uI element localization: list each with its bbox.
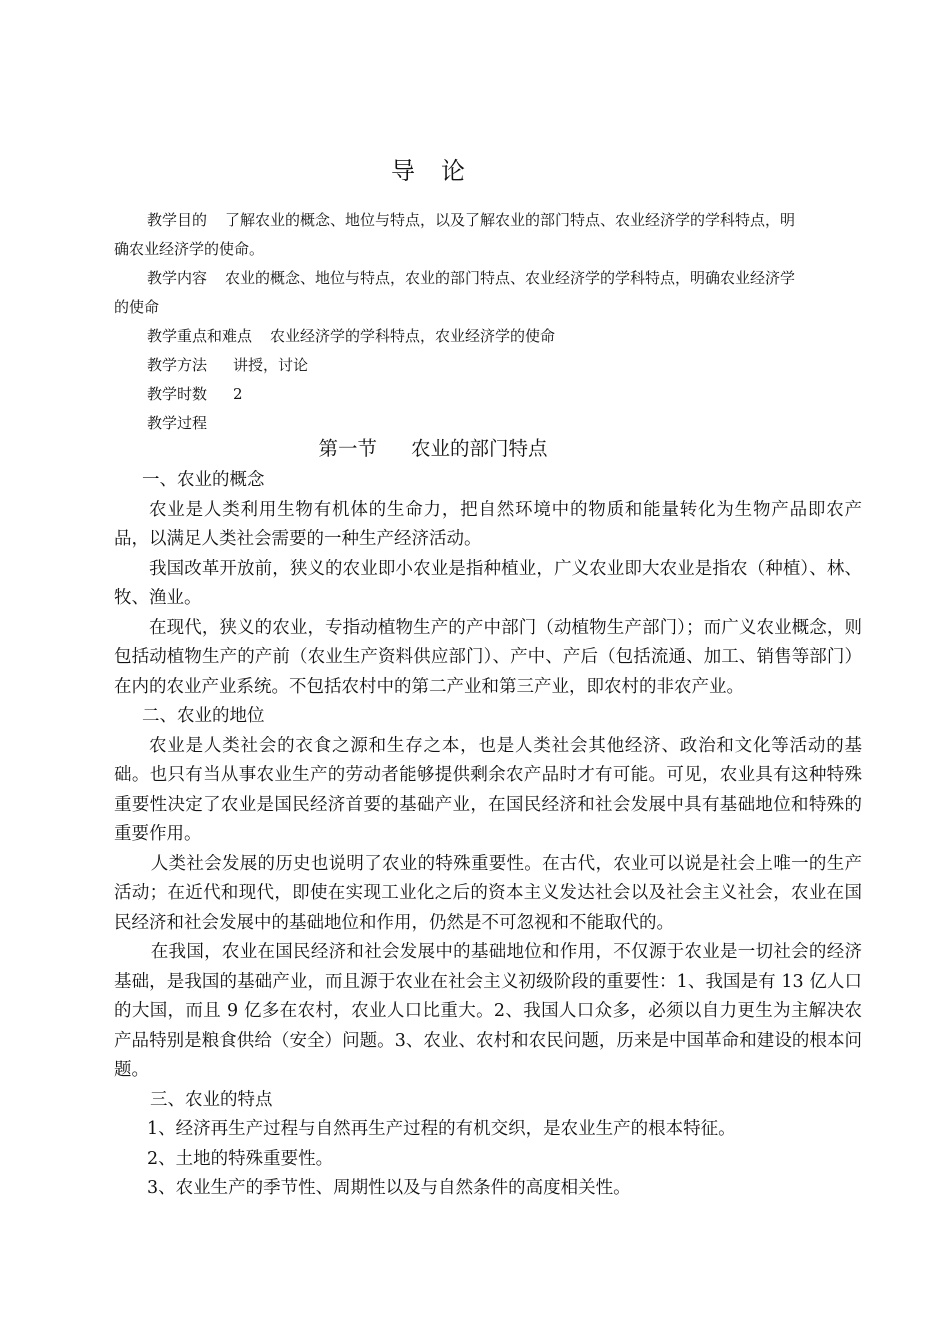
method-text: 讲授，讨论 <box>233 356 309 374</box>
paragraph: 在我国，农业在国民经济和社会发展中的基础地位和作用，不仅源于农业是一切社会的经济基础，是我国的基础产业，而且源于农业在社会主义初级阶段的重要性：1、我国是有 13 亿人口的大国，而且 9 亿多在农村，农业人口比重大。2、我国人口众多，必须以自力更生为主解决农产品特别是粮食供给（安全）问题。3、农业、农村和农民问题，历来是中国革命和建设的根本问题。 <box>114 942 862 1080</box>
meta-process: 教学过程 <box>147 414 208 432</box>
section-title: 农业的部门特点 <box>411 437 548 460</box>
paragraph: 人类社会发展的历史也说明了农业的特殊重要性。在古代，农业可以说是社会上唯一的生产活动；在近代和现代，即使在实现工业化之后的资本主义发达社会以及社会主义社会，农业在国民经济和社会发展中的基础地位和作用，仍然是不可忽视和不能取代的。 <box>114 853 862 933</box>
hours-label: 教学时数 <box>147 385 208 403</box>
meta-objective <box>114 206 862 235</box>
method-label: 教学方法 <box>147 356 208 374</box>
content-text: 农业的概念、地位与特点，农业的部门特点、农业经济学的学科特点，明确农业经济学 <box>225 269 796 287</box>
section-heading <box>0 434 866 464</box>
meta-focus <box>114 322 862 351</box>
paragraph: 在现代，狭义的农业，专指动植物生产的产中部门（动植物生产部门）；而广义农业概念，则包括动植物生产的产前（农业生产资料供应部门）、产中、产后（包括流通、加工、销售等部门）在内的农业产业系统。不包括农村中的第二产业和第三产业，即农村的非农产业。 <box>114 617 862 697</box>
meta-content <box>114 264 862 293</box>
focus-label: 教学重点和难点 <box>147 327 253 345</box>
meta-content-cont: 的使命 <box>114 298 160 316</box>
heading-position: 二、农业的地位 <box>142 706 265 726</box>
meta-objective-cont: 确农业经济学的使命。 <box>114 240 265 258</box>
paragraph: 农业是人类社会的衣食之源和生存之本，也是人类社会其他经济、政治和文化等活动的基础。也只有当从事农业生产的劳动者能够提供剩余农产品时才有可能。可见，农业具有这种特殊重要性决定了农业是国民经济首要的基础产业，在国民经济和社会发展中具有基础地位和特殊的重要作用。 <box>114 735 862 844</box>
page-title: 导论 <box>391 157 491 185</box>
hours-value: 2 <box>233 385 243 403</box>
document-body <box>114 466 862 1204</box>
focus-text: 农业经济学的学科特点，农业经济学的使命 <box>270 327 556 345</box>
teaching-meta <box>114 206 862 438</box>
list-item: 2、土地的特殊重要性。 <box>147 1148 334 1169</box>
list-item: 1、经济再生产过程与自然再生产过程的有机交织，是农业生产的根本特征。 <box>147 1119 736 1139</box>
meta-method <box>114 351 862 380</box>
objective-label: 教学目的 <box>147 211 208 229</box>
meta-hours <box>114 380 862 409</box>
paragraph: 农业是人类利用生物有机体的生命力，把自然环境中的物质和能量转化为生物产品即农产品，以满足人类社会需要的一种生产经济活动。 <box>114 499 862 549</box>
objective-text: 了解农业的概念、地位与特点，以及了解农业的部门特点、农业经济学的学科特点，明 <box>225 211 796 229</box>
heading-features: 三、农业的特点 <box>150 1089 273 1110</box>
heading-concept: 一、农业的概念 <box>142 470 265 490</box>
list-item: 3、农业生产的季节性、周期性以及与自然条件的高度相关性。 <box>147 1178 631 1198</box>
content-label: 教学内容 <box>147 269 208 287</box>
paragraph: 我国改革开放前，狭义的农业即小农业是指种植业，广义农业即大农业是指农（种植）、林、牧、渔业。 <box>114 558 862 608</box>
section-number: 第一节 <box>318 437 377 460</box>
